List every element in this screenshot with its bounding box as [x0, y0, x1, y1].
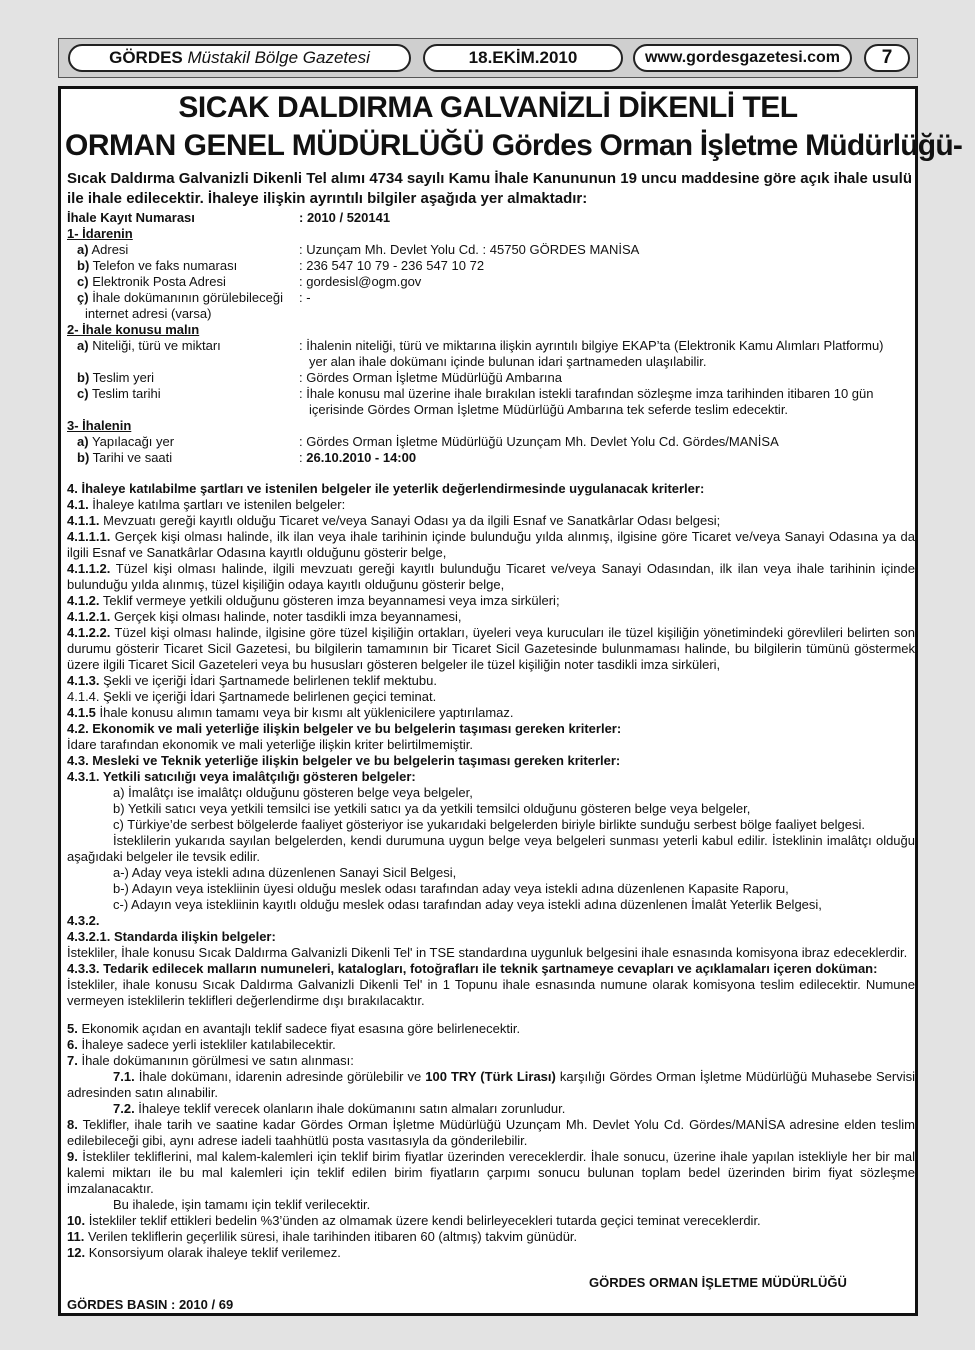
title-ogm: ORMAN GENEL MÜDÜRLÜĞÜ: [65, 129, 484, 162]
p-4-1-1-1: 4.1.1.1. Gerçek kişi olması halinde, ilk ilan veya ihale tarihinin içinde bulunduğu yılda alınmış, ilgisine göre Ticaret ve/veya Sanayi Odasına ya da ilgili Esnaf ve Sanatkârlar Odasına kayıtlı olduğunu gösterir belge,: [67, 529, 915, 560]
sec9-extra: Bu ihalede, işin tamamı için teklif verilecektir.: [113, 1197, 371, 1212]
website-link[interactable]: www.gordesgazetesi.com: [633, 44, 852, 72]
tender-date-value: : 26.10.2010 - 14:00: [299, 450, 417, 465]
sec1-b: b) Telefon ve faks numarası: [77, 258, 238, 273]
email-value: : gordesisl@ogm.gov: [299, 274, 422, 289]
p-4-3-1-e: a-) Aday veya istekli adına düzenlenen Sanayi Sicil Belgesi,: [113, 865, 457, 880]
p-4-1-3: 4.1.3. Şekli ve içeriği İdari Şartnamede belirlenen teklif mektubu.: [67, 673, 437, 688]
sec7-1: 7.1. İhale dokümanı, idarenin adresinde görülebilir ve 100 TRY (Türk Lirası) karşılığı Gördes Orman İşletme Müdürlüğü Muhasebe Servisi adresinden satın alınabilir.: [67, 1069, 916, 1100]
announcement-box: [58, 86, 963, 1316]
issue-date: 18.EKİM.2010: [423, 44, 623, 72]
tender-place-value: : Gördes Orman İşletme Müdürlüğü Uzunçam Mh. Devlet Yolu Cd. Gördes/MANİSA: [299, 434, 779, 449]
p-4-3-1-a: a) İmalâtçı ise imalâtçı olduğunu gösteren belge veya belgeler,: [113, 785, 473, 800]
sec2-a: a) Niteliği, türü ve miktarı: [77, 338, 221, 353]
p-4-3-3: İstekliler, ihale konusu Sıcak Daldırma Galvanizli Dikenli Tel' in 1 Topunu ihale esnasında numune olarak komisyona teslim edilecektir. Numune vermeyen isteklilerin teklifleri değerlendirme dışı bırakılacaktır.: [67, 977, 915, 1008]
intro-text: Sıcak Daldırma Galvanizli Dikenli Tel alımı 4734 sayılı Kamu İhale Kanununun 19 uncu maddesine göre açık ihale usulü ile ihale edilecektir. İhaleye ilişkin ayrıntılı bilgiler aşağıda yer almaktadır:: [67, 170, 913, 207]
delivery-date-value-2: içerisinde Gördes Orman İşletme Müdürlüğü Ambarına tek seferde teslim edecektir.: [309, 402, 789, 417]
sec3-b: b) Tarihi ve saati: [77, 450, 173, 465]
p-4-3-1-g: c-) Adayın veya istekliinin kayıtlı olduğu meslek odası tarafından aday veya istekli adına düzenlenen İmalât Yeterlik Belgesi,: [113, 897, 822, 912]
delivery-place-value: : Gördes Orman İşletme Müdürlüğü Ambarına: [299, 370, 563, 385]
p-4-3-heading: 4.3. Mesleki ve Teknik yeterliğe ilişkin belgeler ve bu belgelerin taşıması gereken kriterler:: [67, 753, 621, 768]
sec3-heading: 3- İhalenin: [67, 418, 132, 433]
p-4-3-3-heading: 4.3.3. Tedarik edilecek malların numuneleri, katalogları, fotoğrafları ile teknik şartnameye cevapları ve açıklamaları içeren doküman:: [67, 961, 878, 976]
phone-value: : 236 547 10 79 - 236 547 10 72: [299, 258, 485, 273]
p-4-2-heading: 4.2. Ekonomik ve mali yeterliğe ilişkin belgeler ve bu belgelerin taşıması gereken kriterler:: [67, 721, 622, 736]
p-4-2: İdare tarafından ekonomik ve mali yeterliğe ilişkin kriter belirtilmemiştir.: [67, 737, 474, 752]
sec12: 12. Konsorsiyum olarak ihaleye teklif verilemez.: [67, 1245, 341, 1260]
website-value: : -: [299, 290, 311, 305]
p-4-3-1-b: b) Yetkili satıcı veya yetkili temsilci ise yetkili satıcı ya da yetkili temsilci olduğunu gösteren belge veya belgeler,: [113, 801, 751, 816]
nature-value-2: yer alan ihale dokümanı içinde bulunan idari şartnameden ulaşılabilir.: [309, 354, 707, 369]
p-4-1-1-2: 4.1.1.2. Tüzel kişi olması halinde, ilgili mevzuatı gereği kayıtlı bulunduğu Ticaret ve/veya Sanayi Odasından, ilk ilan veya ihale tarihinin içinde bulunduğu yılda alınmış, tüzel kişiliğin odaya kayıtlı olduğunu gösterir belge,: [67, 561, 915, 592]
sec1-d-line2: internet adresi (varsa): [85, 306, 212, 321]
basin-code: GÖRDES BASIN : 2010 / 69: [67, 1297, 234, 1312]
sec1-a: a) Adresi: [77, 242, 129, 257]
p-4-3-1-c: c) Türkiye’de serbest bölgelerde faaliyet gösteriyor ise yukarıdaki belgelerden biriyle birlikte sunduğu serbest bölge faaliyet belgesi.: [113, 817, 866, 832]
sec5: 5. Ekonomik açıdan en avantajlı teklif sadece fiyat esasına göre belirlenecektir.: [67, 1021, 521, 1036]
sec10: 10. İstekliler teklif ettikleri bedelin %3’ünden az olmamak üzere kendi belirleyecekleri tutarda geçici teminat vereceklerdir.: [67, 1213, 761, 1228]
sec3-a: a) Yapılacağı yer: [77, 434, 175, 449]
p-4-3-1-heading: 4.3.1. Yetkili satıcılığı veya imalâtçılığı gösteren belgeler:: [67, 769, 416, 784]
sec11: 11. Verilen tekliflerin geçerlilik süresi, ihale tarihinden itibaren 60 (altmış) takvim günüdür.: [67, 1229, 578, 1244]
newspaper-name: [68, 44, 411, 72]
signature: GÖRDES ORMAN İŞLETME MÜDÜRLÜĞÜ: [589, 1275, 847, 1290]
p-4-1-2: 4.1.2. Teklif vermeye yetkili olduğunu gösteren imza beyannamesi veya imza sirküleri;: [67, 593, 560, 608]
nature-value-1: : İhalenin niteliği, türü ve miktarına ilişkin ayrıntılı bilgiye EKAP’ta (Elektronik Kamu Alımları Platformu): [299, 338, 884, 353]
kayit-value: : 2010 / 520141: [299, 210, 391, 225]
p-4-1: 4.1. İhaleye katılma şartları ve istenilen belgeler:: [67, 497, 346, 512]
delivery-date-value-1: : İhale konusu mal üzerine ihale bırakılan istekli tarafından sözleşme imza tarihinden itibaren 10 gün: [299, 386, 874, 401]
p-4-3-2-1: İstekliler, İhale konusu Sıcak Daldırma Galvanizli Dikenli Tel' in TSE standardına uygunluk belgesini ihale esnasında komisyona ibraz edeceklerdir.: [67, 945, 908, 960]
sec8: 8. Teklifler, ihale tarih ve saatine kadar Gördes Orman İşletme Müdürlüğü Uzunçam Mh. Devlet Yolu Cd. Gördes/MANİSA adresine elden teslim edilebileceği gibi, aynı adrese iadeli taahhütlü posta vasıtasıyla da gönderilebilir.: [67, 1117, 915, 1148]
p-4-1-4: 4.1.4. Şekli ve içeriği İdari Şartnamede belirlenen geçici teminat.: [67, 689, 437, 704]
newspaper-name-bold: GÖRDES: [109, 48, 183, 67]
sec4-heading: 4. İhaleye katılabilme şartları ve istenilen belgeler ile yeterlik değerlendirmesinde uygulanacak kriterler:: [67, 481, 705, 496]
p-4-3-1-f: b-) Adayın veya istekliinin üyesi olduğu meslek odası tarafından aday veya istekli adına düzenlenen Kapasite Raporu,: [113, 881, 789, 896]
p-4-3-1-d: İsteklilerin yukarıda sayılan belgelerden, kendi durumuna uygun belge veya belgeleri sunması yeterli kabul edilir. İsteklinin imalâtçı olduğu aşağıdaki belgeler ile tevsik edilir.: [67, 833, 915, 864]
sec9: 9. İstekliler tekliflerini, mal kalem-kalemleri için teklif birim fiyatlar üzerinden vereceklerdir. İhale sonucu, üzerine ihale yapılan istekliyle her bir mal kalemi miktarı ile bu mal kalemleri için teklif edilen birim fiyatların çarpımı sonucu bulunan toplam bedel üzerinden birim fiyat sözleşme imzalanacaktır.: [67, 1149, 915, 1196]
p-4-3-2-heading: 4.3.2.: [67, 913, 100, 928]
title-line-2: [65, 129, 963, 163]
sec6: 6. İhaleye sadece yerli istekliler katılabilecektir.: [67, 1037, 336, 1052]
sec2-heading: 2- İhale konusu malın: [67, 322, 200, 337]
p-4-1-2-2: 4.1.2.2. Tüzel kişi olması halinde, ilgisine göre tüzel kişiliğin ortakları, üyeleri veya kurucuları ile tüzel kişiliğin yönetimindeki görevlileri belirten son durumu gösterir Ticaret Sicil Gazetesi, bu bilgilerin tamamının bir Ticaret Sicil Gazetesinde bulunmaması halinde, bu bilgilerin tümünü göstermek üzere ilgili Ticaret Sicil Gazeteleri veya bu hususları gösteren belgeler ile tüzel kişiliğin noter tasdikli imza sirküleri,: [67, 625, 915, 672]
newspaper-name-rest: Müstakil Bölge Gazetesi: [187, 48, 370, 67]
sec1-heading: 1- İdarenin: [67, 226, 133, 241]
sec1-c: c) Elektronik Posta Adresi: [77, 274, 226, 289]
kayit-label: İhale Kayıt Numarası: [67, 210, 195, 225]
page-number: 7: [864, 44, 910, 72]
sec7: 7. İhale dokümanının görülmesi ve satın alınması:: [67, 1053, 354, 1068]
p-4-1-1: 4.1.1. Mevzuatı gereği kayıtlı olduğu Ticaret ve/veya Sanayi Odası ya da ilgili Esnaf ve Sanatkârlar Odası belgesi;: [67, 513, 721, 528]
sec7-2: 7.2. İhaleye teklif verecek olanların ihale dokümanını satın almaları zorunludur.: [113, 1101, 566, 1116]
p-4-3-2-1-heading: 4.3.2.1. Standarda ilişkin belgeler:: [67, 929, 276, 944]
title-line-1: SICAK DALDIRMA GALVANİZLİ DİKENLİ TEL: [178, 91, 798, 124]
sec2-b: b) Teslim yeri: [77, 370, 155, 385]
sec2-c: c) Teslim tarihi: [77, 386, 161, 401]
sec1-d: ç) İhale dokümanının görülebileceği: [77, 290, 283, 305]
title-isletme: Gördes Orman İşletme Müdürlüğü-: [491, 129, 963, 162]
p-4-1-2-1: 4.1.2.1. Gerçek kişi olması halinde, noter tasdikli imza beyannamesi,: [67, 609, 462, 624]
p-4-1-5: 4.1.5 İhale konusu alımın tamamı veya bir kısmı alt yüklenicilere yaptırılamaz.: [67, 705, 514, 720]
address-value: : Uzunçam Mh. Devlet Yolu Cd. : 45750 GÖRDES MANİSA: [299, 242, 640, 257]
